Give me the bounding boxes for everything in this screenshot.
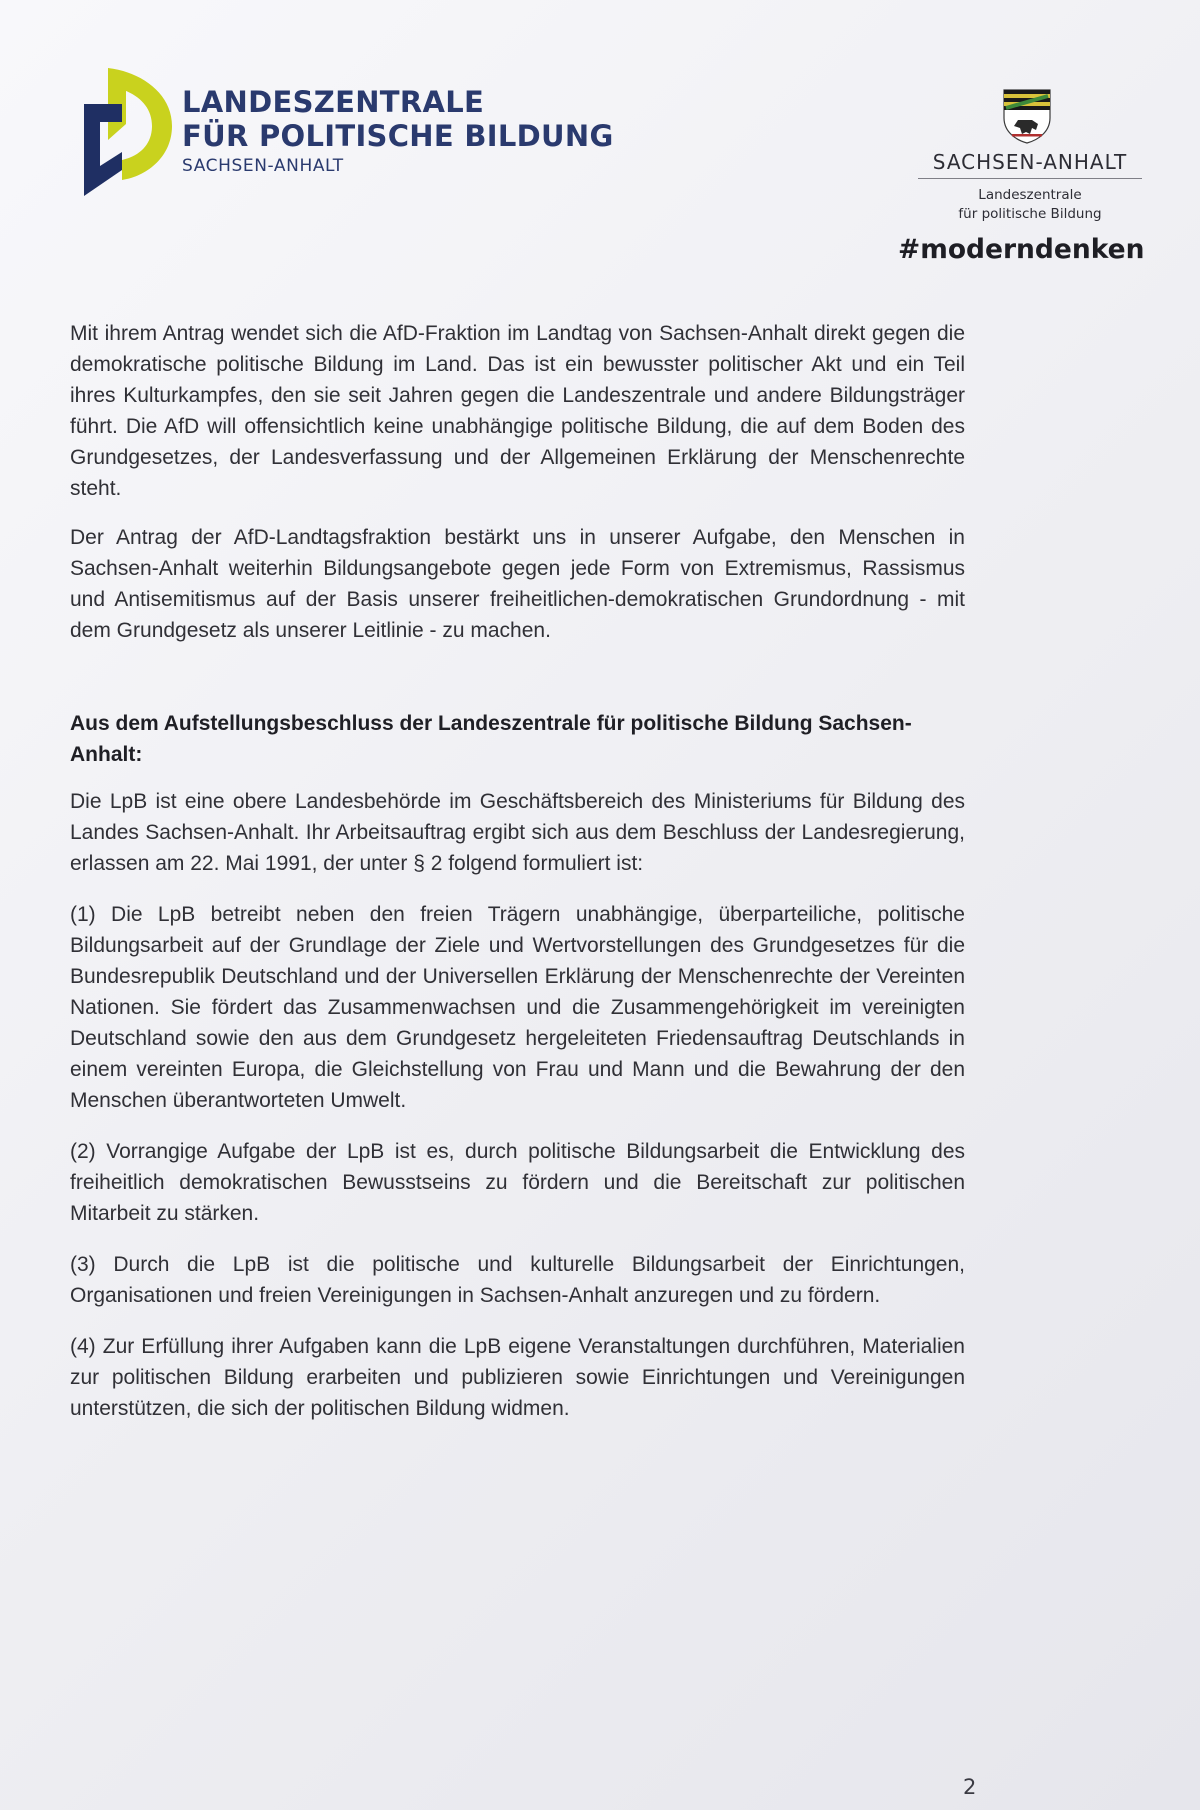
clause-2: (2) Vorrangige Aufgabe der LpB ist es, durch politische Bildungsarbeit die Entwicklung des freiheitlich demokratischen Bewusstseins zu fördern und die Bereitschaft zur politischen Mitarbeit zu stärken. bbox=[70, 1140, 965, 1225]
page-number: 2 bbox=[963, 1775, 977, 1799]
lpb-logo-line-1: LANDESZENTRALE bbox=[182, 85, 485, 119]
clause-3: (3) Durch die LpB ist die politische und kulturelle Bildungsarbeit der Einrichtungen, Organisationen und freien Vereinigungen in Sachsen-Anhalt anzuregen und zu fördern. bbox=[70, 1253, 965, 1307]
section-intro-paragraph: Die LpB ist eine obere Landesbehörde im Geschäftsbereich des Ministeriums für Bildung des Landes Sachsen-Anhalt. Ihr Arbeitsauftrag ergibt sich aus dem Beschluss der Landesregierung, erlassen am 22. Mai 1991, der unter § 2 folgend formuliert ist: bbox=[70, 790, 965, 875]
body-paragraph-1: Mit ihrem Antrag wendet sich die AfD-Fraktion im Landtag von Sachsen-Anhalt direkt gegen die demokratische politische Bildung im Land. Das ist ein bewusster politischer Akt und ein Teil ihres Kulturkampfes, den sie seit Jahren gegen die Landeszentrale und andere Bildungsträger führt. Die AfD will offensichtlich keine unabhängige politische Bildung, die auf dem Boden des Grundgesetzes, der Landesverfassung und der Allgemeinen Erklärung der Menschenrechte steht. bbox=[70, 322, 965, 500]
sachsen-anhalt-wordmark: SACHSEN-ANHALT bbox=[932, 150, 1128, 174]
clause-1: (1) Die LpB betreibt neben den freien Trägern unabhängige, überparteiliche, politische Bildungsarbeit auf der Grundlage der Ziele und Wertvorstellungen des Grundgesetzes für die Bundesrepublik Deutschland und der Universellen Erklärung der Menschenrechte der Vereinten Nationen. Sie fördert das Zusammenwachsen und die Zusammengehörigkeit im vereinigten Deutschland sowie den aus dem Grundgesetz hergeleiteten Friedensauftrag Deutschlands in einem vereinten Europa, die Gleichstellung von Frau und Mann und die Bewahrung der den Menschen überantworteten Umwelt. bbox=[70, 903, 965, 1112]
subtitle-line-2: für politische Bildung bbox=[958, 206, 1102, 222]
logo-divider bbox=[918, 178, 1142, 179]
lpb-logo-mark-icon bbox=[82, 64, 174, 198]
lpb-logo-line-3: SACHSEN-ANHALT bbox=[182, 156, 344, 176]
document-body bbox=[70, 318, 965, 1424]
campaign-hashtag: #moderndenken bbox=[898, 234, 1145, 265]
clause-4: (4) Zur Erfüllung ihrer Aufgaben kann die LpB eigene Veranstaltungen durchführen, Materialien zur politischen Bildung erarbeiten und publizieren sowie Einrichtungen und Vereinigungen unterstützen, die sich der politischen Bildung widmen. bbox=[70, 1335, 965, 1420]
lpb-logo-line-2: FÜR POLITISCHE BILDUNG bbox=[182, 119, 614, 153]
section-heading: Aus dem Aufstellungsbeschluss der Landeszentrale für politische Bildung Sachsen-Anhalt: bbox=[70, 712, 912, 766]
body-paragraph-2: Der Antrag der AfD-Landtagsfraktion bestärkt uns in unserer Aufgabe, den Menschen in Sachsen-Anhalt weiterhin Bildungsangebote gegen jede Form von Extremismus, Rassismus und Antisemitismus auf der Basis unserer freiheitlichen-demokratischen Grundordnung - mit dem Grundgesetz als unserer Leitlinie - zu machen. bbox=[70, 526, 965, 642]
sachsen-anhalt-logo bbox=[910, 88, 1150, 238]
sachsen-anhalt-subtitle bbox=[910, 186, 1150, 224]
lpb-logo bbox=[82, 64, 614, 204]
subtitle-line-1: Landeszentrale bbox=[978, 187, 1082, 203]
sachsen-anhalt-coat-of-arms-icon bbox=[1002, 88, 1052, 144]
